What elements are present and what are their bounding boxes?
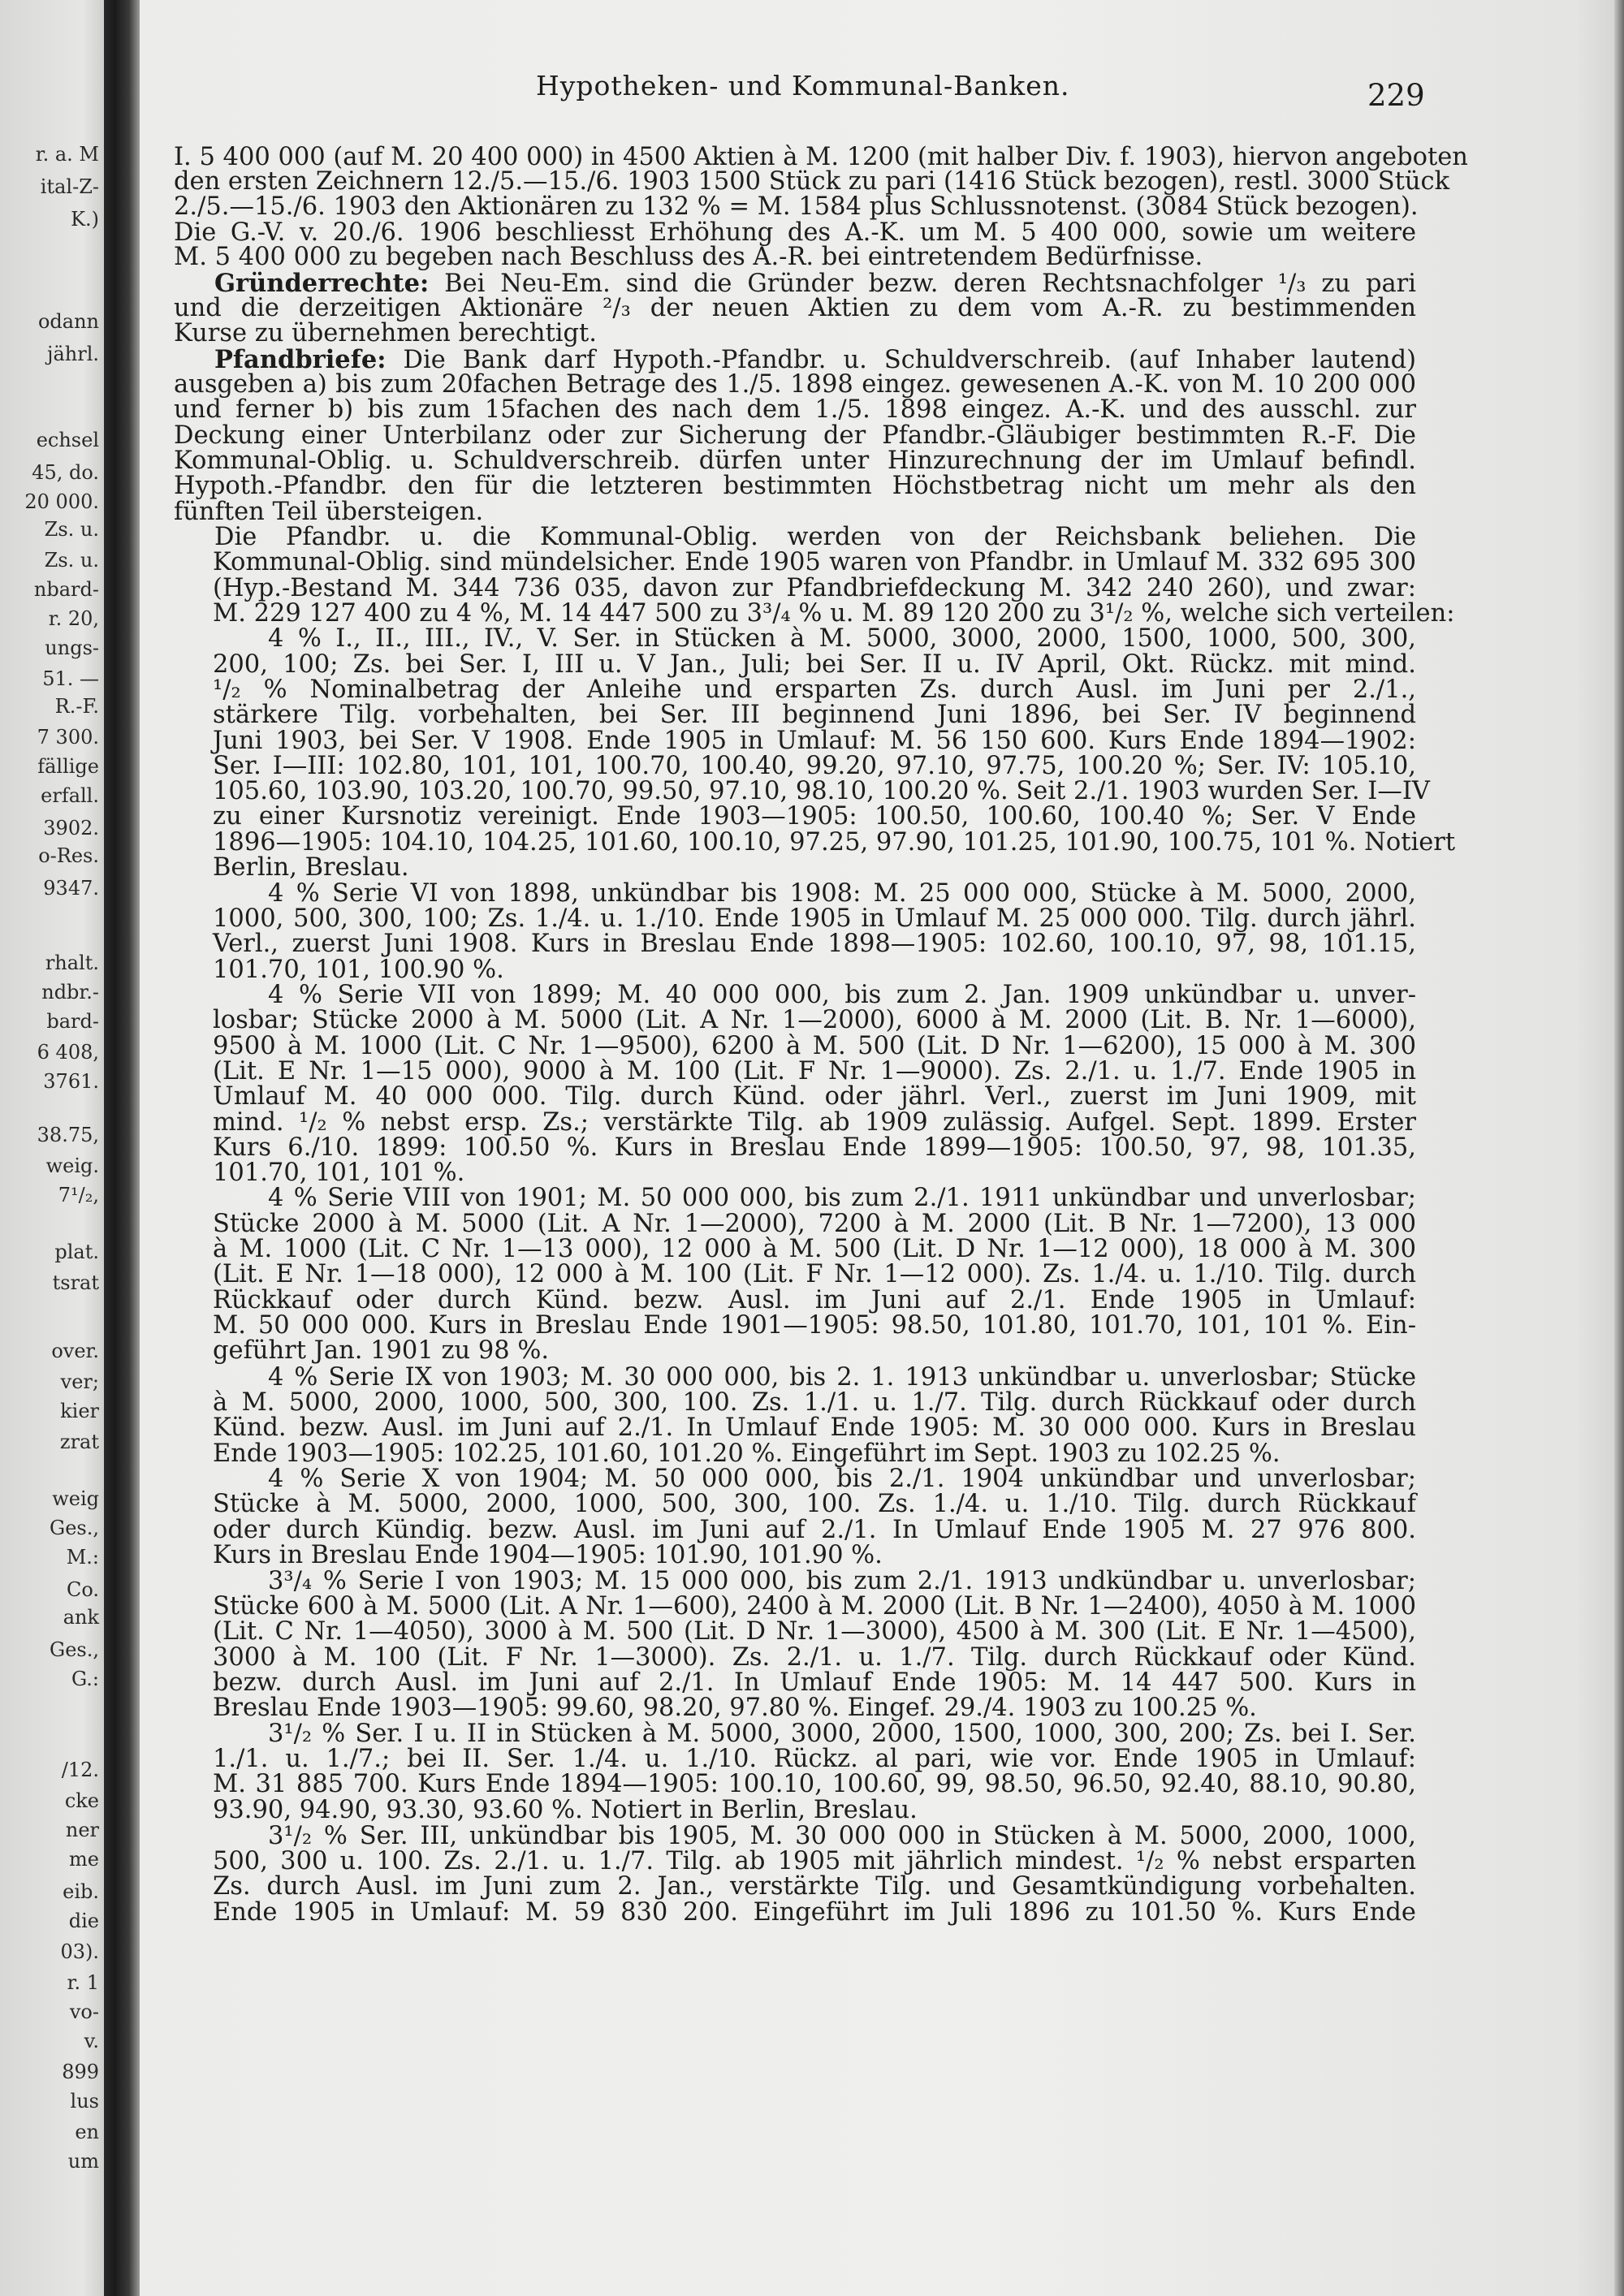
text-line: zu einer Kursnotiz vereinigt. Ende 1903—1905: 100.50, 100.60, 100.40 %; Ser. V Ende — [213, 802, 1416, 831]
text-line: à M. 5000, 2000, 1000, 500, 300, 100. Zs. 1./1. u. 1./7. Tilg. durch Rückkauf oder durch — [213, 1388, 1416, 1417]
left-page-text-fragment: ital-Z- — [40, 175, 99, 198]
left-page-text-fragment: ndbr.- — [41, 981, 99, 1003]
left-page-text-fragment: 899 — [62, 2061, 99, 2083]
left-page-text-fragment: echsel — [36, 429, 99, 451]
text-line: Stücke 600 à M. 5000 (Lit. A Nr. 1—600), 2400 à M. 2000 (Lit. B Nr. 1—2400), 4050 à M. 1000 — [213, 1592, 1416, 1621]
text-line: 1896—1905: 104.10, 104.25, 101.60, 100.10, 97.25, 97.90, 101.25, 101.90, 100.75, 101 %. Notiert — [213, 828, 1456, 857]
left-page-text-fragment: R.-F. — [54, 695, 99, 718]
left-page-text-fragment: 03). — [60, 1940, 99, 1963]
left-page-text-fragment: weig — [52, 1487, 99, 1510]
left-page-text-fragment: 3902. — [43, 817, 99, 839]
text-line: Breslau Ende 1903—1905: 99.60, 98.20, 97.80 %. Eingef. 29./4. 1903 zu 100.25 %. — [213, 1694, 1257, 1722]
left-page-text-fragment: over. — [51, 1340, 99, 1362]
text-line: und die derzeitigen Aktionäre ²/₃ der neuen Aktien zu dem vom A.-R. zu bestimmenden — [174, 294, 1416, 322]
text-line: 101.70, 101, 100.90 %. — [213, 956, 504, 984]
section-heading: Pfandbriefe: — [214, 345, 387, 374]
left-page-text-fragment: vo- — [69, 2000, 99, 2023]
text-line: 2./5.—15./6. 1903 den Aktionären zu 132 % = M. 1584 plus Schlussnotenst. (3084 Stück bezogen). — [174, 192, 1419, 221]
text-line: 3¹/₂ % Ser. III, unkündbar bis 1905, M. 30 000 000 in Stücken à M. 5000, 2000, 1000, — [268, 1822, 1416, 1850]
text-line: 500, 300 u. 100. Zs. 2./1. u. 1./7. Tilg. ab 1905 mit jährlich mindest. ¹/₂ % nebst ersparten — [213, 1847, 1416, 1875]
left-page-text-fragment: Co. — [66, 1578, 99, 1601]
text-line: 4 % Serie VII von 1899; M. 40 000 000, bis zum 2. Jan. 1909 unkündbar u. unver- — [268, 981, 1416, 1009]
text-line: Ende 1905 in Umlauf: M. 59 830 200. Eingeführt im Juli 1896 zu 101.50 %. Kurs Ende — [213, 1898, 1416, 1927]
text-line: fünften Teil übersteigen. — [174, 498, 484, 526]
left-page-text-fragment: um — [67, 2150, 99, 2173]
left-page-text-fragment: fällige — [37, 755, 99, 778]
text-line: 4 % Serie VIII von 1901; M. 50 000 000, bis zum 2./1. 1911 unkündbar und unverlosbar; — [268, 1184, 1416, 1212]
text-line: bezw. durch Ausl. im Juni auf 2./1. In Umlauf Ende 1905: M. 14 447 500. Kurs in — [213, 1668, 1416, 1697]
left-page-text-fragment: eib. — [63, 1880, 99, 1903]
left-page-text-fragment: Zs. u. — [44, 518, 99, 541]
text-line: 93.90, 94.90, 93.30, 93.60 %. Notiert in Berlin, Breslau. — [213, 1796, 918, 1824]
text-line: Künd. bezw. Ausl. im Juni auf 2./1. In Umlauf Ende 1905: M. 30 000 000. Kurs in Breslau — [213, 1413, 1416, 1442]
text-line: M. 50 000 000. Kurs in Breslau Ende 1901—1905: 98.50, 101.80, 101.70, 101, 101 %. Ein- — [213, 1311, 1416, 1340]
page-number: 229 — [1367, 78, 1425, 113]
text-line: losbar; Stücke 2000 à M. 5000 (Lit. A Nr. 1—2000), 6000 à M. 2000 (Lit. B. Nr. 1—6000), — [213, 1006, 1416, 1034]
text-line: 1000, 500, 300, 100; Zs. 1./4. u. 1./10. Ende 1905 in Umlauf M. 25 000 000. Tilg. durch jährl. — [213, 904, 1416, 933]
text-line: mind. ¹/₂ % nebst ersp. Zs.; verstärkte Tilg. ab 1909 zulässig. Aufgel. Sept. 1899. Erster — [213, 1108, 1416, 1137]
text-line: Stücke 2000 à M. 5000 (Lit. A Nr. 1—2000), 7200 à M. 2000 (Lit. B Nr. 1—7200), 13 000 — [213, 1210, 1416, 1238]
left-page-text-fragment: ank — [63, 1606, 99, 1629]
text-line: oder durch Kündig. bezw. Ausl. im Juni auf 2./1. In Umlauf Ende 1905 M. 27 976 800. — [213, 1516, 1416, 1544]
left-page-text-fragment: lus — [70, 2090, 99, 2113]
text-line: 3000 à M. 100 (Lit. F Nr. 1—3000). Zs. 2./1. u. 1./7. Tilg. durch Rückkauf oder Künd. — [213, 1643, 1416, 1672]
left-page-text-fragment: ner — [65, 1819, 99, 1841]
left-page-text-fragment: o-Res. — [38, 844, 99, 867]
text-line: ausgeben a) bis zum 20fachen Betrage des 1./5. 1898 eingez. gewesenen A.-K. von M. 10 200 000 — [174, 370, 1416, 399]
text-line: M. 229 127 400 zu 4 %, M. 14 447 500 zu 3³/₄ % u. M. 89 120 200 zu 3¹/₂ %, welche sich verteilen: — [213, 599, 1455, 628]
left-page-text-fragment: 51. — — [42, 667, 99, 690]
left-page-text-fragment: 45, do. — [32, 461, 99, 484]
left-page-text-fragment: 9347. — [43, 877, 99, 900]
text-line: M. 5 400 000 zu begeben nach Beschluss des A.-R. bei eintretendem Bedürfnisse. — [174, 243, 1203, 271]
text-line: à M. 1000 (Lit. C Nr. 1—13 000), 12 000 à M. 500 (Lit. D Nr. 1—12 000), 18 000 à M. 300 — [213, 1235, 1416, 1263]
text-line: 4 % Serie X von 1904; M. 50 000 000, bis 2./1. 1904 unkündbar und unverlosbar; — [268, 1465, 1416, 1493]
left-page-text-fragment: r. 20, — [48, 607, 99, 630]
text-line: Verl., zuerst Juni 1908. Kurs in Breslau Ende 1898—1905: 102.60, 100.10, 97, 98, 101.15, — [213, 930, 1416, 958]
text-line: 3³/₄ % Serie I von 1903; M. 15 000 000, bis zum 2./1. 1913 undkündbar u. unverlosbar; — [268, 1567, 1416, 1595]
text-line: Juni 1903, bei Ser. V 1908. Ende 1905 in Umlauf: M. 56 150 600. Kurs Ende 1894—1902: — [213, 727, 1416, 755]
section-text: Bei Neu-Em. sind die Gründer bezw. deren Rechtsnachfolger ¹/₃ zu pari — [429, 270, 1416, 298]
left-page-text-fragment: bard- — [46, 1010, 99, 1033]
text-line: Kurs 6./10. 1899: 100.50 %. Kurs in Breslau Ende 1899—1905: 100.50, 97, 98, 101.35, — [213, 1133, 1416, 1162]
text-line: 9500 à M. 1000 (Lit. C Nr. 1—9500), 6200 à M. 500 (Lit. D Nr. 1—6200), 15 000 à M. 300 — [213, 1032, 1416, 1060]
text-line: 105.60, 103.90, 103.20, 100.70, 99.50, 97.10, 98.10, 100.20 %. Seit 2./1. 1903 wurden Ser. I—IV — [213, 777, 1430, 805]
left-page-text-fragment: nbard- — [33, 578, 99, 601]
text-line: Kurs in Breslau Ende 1904—1905: 101.90, 101.90 %. — [213, 1541, 883, 1569]
left-page-text-fragment: 6 408, — [37, 1041, 99, 1064]
text-line: Rückkauf oder durch Künd. bezw. Ausl. im Juni auf 2./1. Ende 1905 in Umlauf: — [213, 1286, 1416, 1314]
left-page-text-fragment: jährl. — [47, 343, 99, 365]
text-line: stärkere Tilg. vorbehalten, bei Ser. III beginnend Juni 1896, bei Ser. IV beginnend — [213, 701, 1416, 729]
left-page-text-fragment: 3761. — [43, 1070, 99, 1093]
text-line: Deckung einer Unterbilanz oder zur Sicherung der Pfandbr.-Gläubiger bestimmten R.-F. Die — [174, 421, 1416, 450]
text-line: Zs. durch Ausl. im Juni zum 2. Jan., verstärkte Tilg. und Gesamtkündigung vorbehalten. — [213, 1872, 1416, 1901]
left-page-text-fragment: 38.75, — [37, 1124, 99, 1146]
left-page-text-fragment: plat. — [54, 1241, 99, 1263]
text-line: Berlin, Breslau. — [213, 853, 409, 882]
text-line: Hypoth.-Pfandbr. den für die letzteren bestimmten Höchstbetrag nicht um mehr als den — [174, 472, 1416, 500]
left-page-text-fragment: G.: — [71, 1668, 99, 1690]
left-page-text-fragment: tsrat — [52, 1271, 99, 1294]
text-line: I. 5 400 000 (auf M. 20 400 000) in 4500 Aktien à M. 1200 (mit halber Div. f. 1903), hiervon angeboten — [174, 143, 1468, 171]
text-line: Umlauf M. 40 000 000. Tilg. durch Künd. oder jährl. Verl., zuerst im Juni 1909, mit — [213, 1082, 1416, 1111]
left-page-text-fragment: K.) — [71, 208, 99, 231]
text-line: Ende 1903—1905: 102.25, 101.60, 101.20 %. Eingeführt im Sept. 1903 zu 102.25 %. — [213, 1439, 1281, 1468]
text-line: 200, 100; Zs. bei Ser. I, III u. V Jan., Juli; bei Ser. II u. IV April, Okt. Rückz. mit mind. — [213, 650, 1416, 679]
left-page-text-fragment: cke — [64, 1789, 99, 1812]
left-page-text-fragment: weig. — [45, 1154, 99, 1177]
section-text: Die Bank darf Hypoth.-Pfandbr. u. Schuldverschreib. (auf Inhaber lautend) — [386, 346, 1416, 374]
text-line: (Lit. C Nr. 1—4050), 3000 à M. 500 (Lit. D Nr. 1—3000), 4500 à M. 300 (Lit. E Nr. 1—4500), — [213, 1617, 1416, 1646]
left-page-text-fragment: odann — [37, 310, 99, 333]
left-page-text-fragment: ungs- — [45, 637, 99, 659]
text-line: Kurse zu übernehmen berechtigt. — [174, 319, 598, 347]
text-line: Stücke à M. 5000, 2000, 1000, 500, 300, 100. Zs. 1./4. u. 1./10. Tilg. durch Rückkauf — [213, 1490, 1416, 1518]
text-line: (Hyp.-Bestand M. 344 736 035, davon zur Pfandbriefdeckung M. 342 240 260), und zwar: — [213, 574, 1416, 602]
text-line: Ser. I—III: 102.80, 101, 101, 100.70, 100.40, 99.20, 97.10, 97.75, 100.20 %; Ser. IV: 105.10, — [213, 752, 1416, 780]
text-line: und ferner b) bis zum 15fachen des nach dem 1./5. 1898 eingez. A.-K. und des ausschl. zur — [174, 395, 1416, 424]
text-line: ¹/₂ % Nominalbetrag der Anleihe und ersparten Zs. durch Ausl. im Juni per 2./1., — [213, 675, 1416, 704]
left-page-text-fragment: zrat — [59, 1431, 99, 1453]
left-page-text-fragment: erfall. — [41, 784, 99, 807]
text-line: Die G.-V. v. 20./6. 1906 beschliesst Erhöhung des A.-K. um M. 5 400 000, sowie um weitere — [174, 218, 1416, 247]
text-line: 4 % I., II., III., IV., V. Ser. in Stücken à M. 5000, 3000, 2000, 1500, 1000, 500, 300, — [268, 624, 1416, 653]
text-line: (Lit. E Nr. 1—18 000), 12 000 à M. 100 (Lit. F Nr. 1—12 000). Zs. 1./4. u. 1./10. Tilg. durch — [213, 1260, 1416, 1288]
left-page-text-fragment: Ges., — [50, 1517, 99, 1539]
text-line: 4 % Serie VI von 1898, unkündbar bis 1908: M. 25 000 000, Stücke à M. 5000, 2000, — [268, 879, 1416, 908]
left-page-text-fragment: ver; — [60, 1370, 99, 1393]
text-line: 101.70, 101, 101 %. — [213, 1159, 465, 1187]
left-page-text-fragment: 20 000. — [24, 490, 99, 513]
text-line: 1./1. u. 1./7.; bei II. Ser. 1./4. u. 1./10. Rückz. al pari, wie vor. Ende 1905 in Umlauf: — [213, 1745, 1416, 1773]
section-heading: Gründerrechte: — [214, 269, 430, 298]
text-line: 4 % Serie IX von 1903; M. 30 000 000, bis 2. 1. 1913 unkündbar u. unverlosbar; Stücke — [268, 1363, 1416, 1392]
left-page-text-fragment: 7¹/₂, — [58, 1184, 99, 1206]
text-line: geführt Jan. 1901 zu 98 %. — [213, 1336, 550, 1365]
running-title: Hypotheken- und Kommunal-Banken. — [536, 70, 1070, 101]
left-page-text-fragment: Zs. u. — [44, 549, 99, 572]
left-page-text-fragment: kier — [60, 1400, 99, 1422]
left-page-text-fragment: /12. — [61, 1759, 99, 1781]
left-page-text-fragment: en — [75, 2121, 99, 2143]
left-page-text-fragment: rhalt. — [45, 952, 99, 974]
left-page-text-fragment: Ges., — [50, 1638, 99, 1661]
text-line: den ersten Zeichnern 12./5.—15./6. 1903 1500 Stück zu pari (1416 Stück bezogen), restl. 3000 Stück — [174, 167, 1450, 196]
left-page-text-fragment: die — [68, 1910, 99, 1932]
text-line: (Lit. E Nr. 1—15 000), 9000 à M. 100 (Lit. F Nr. 1—9000). Zs. 2./1. u. 1./7. Ende 1905 in — [213, 1057, 1416, 1085]
left-page-text-fragment: 7 300. — [37, 726, 99, 749]
left-page-text-fragment: r. a. M — [35, 143, 99, 166]
left-page-text-fragment: M.: — [66, 1546, 99, 1569]
text-line: Kommunal-Oblig. sind mündelsicher. Ende 1905 waren von Pfandbr. in Umlauf M. 332 695 300 — [213, 548, 1416, 576]
left-page-text-fragment: v. — [84, 2030, 99, 2052]
text-line: Die Pfandbr. u. die Kommunal-Oblig. werden von der Reichsbank beliehen. Die — [214, 523, 1416, 551]
left-page-text-fragment: me — [69, 1848, 99, 1871]
text-line: M. 31 885 700. Kurs Ende 1894—1905: 100.10, 100.60, 99, 98.50, 96.50, 92.40, 88.10, 90.80, — [213, 1770, 1416, 1798]
left-page-text-fragment: r. 1 — [67, 1971, 99, 1994]
text-line: Kommunal-Oblig. u. Schuldverschreib. dürfen unter Hinzurechnung der im Umlauf befindl. — [174, 447, 1416, 475]
text-line: 3¹/₂ % Ser. I u. II in Stücken à M. 5000, 3000, 2000, 1500, 1000, 300, 200; Zs. bei I. Ser. — [268, 1720, 1416, 1748]
